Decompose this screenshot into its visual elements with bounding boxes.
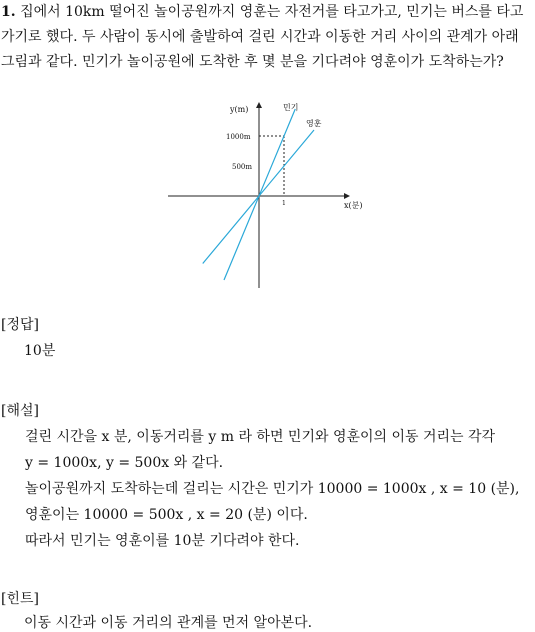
explanation-line-2: y = 1000x, y = 500x 와 같다. (25, 455, 224, 471)
hint-label: [힌트] (1, 591, 39, 607)
distance-time-graph (160, 98, 375, 290)
explanation-line-1: 걸린 시간을 x 분, 이동거리를 y m 라 하면 민기와 영훈이의 이동 거리는 각각 (25, 429, 496, 445)
series-label-younghoon: 영훈 (306, 119, 322, 128)
problem-number: 1. (1, 4, 16, 20)
x-axis-arrow (344, 193, 350, 199)
y-tick-1000: 1000m (226, 133, 251, 141)
graph-svg (160, 98, 375, 290)
explanation-line-3: 놀이공원까지 도착하는데 걸리는 시간은 민기가 10000 = 1000x , x = 10 (분), 영훈이는 10000 = 500x , x = 20 (분) 이다. (25, 481, 520, 523)
explanation-body (1, 424, 533, 554)
explanation-label: [해설] (1, 403, 39, 419)
answer-label: [정답] (1, 317, 39, 333)
x-tick-1: 1 (282, 200, 286, 207)
hint-text: 이동 시간과 이동 거리의 관계를 먼저 알아본다. (24, 615, 313, 631)
y-axis-label: y(m) (230, 105, 249, 114)
series-line-younghoon (203, 130, 314, 264)
problem-text: 집에서 10km 떨어진 놀이공원까지 영훈는 자전거를 타고가고, 민기는 버스를 타고 가기로 했다. 두 사람이 동시에 출발하여 걸린 시간과 이동한 거리 사이의 관계가 아래 그림과 같다. 민기가 놀이공원에 도착한 후 몇 분을 기다려야 영훈이가 도착하는가? (1, 4, 524, 70)
explanation-line-4: 따라서 민기는 영훈이를 10분 기다려야 한다. (25, 533, 300, 549)
series-label-mingi: 민기 (283, 103, 299, 112)
problem-statement (1, 0, 533, 75)
x-axis-label: x(분) (344, 201, 363, 210)
answer-value: 10분 (24, 343, 56, 359)
y-tick-500: 500m (232, 163, 252, 171)
y-axis-arrow (256, 102, 262, 108)
